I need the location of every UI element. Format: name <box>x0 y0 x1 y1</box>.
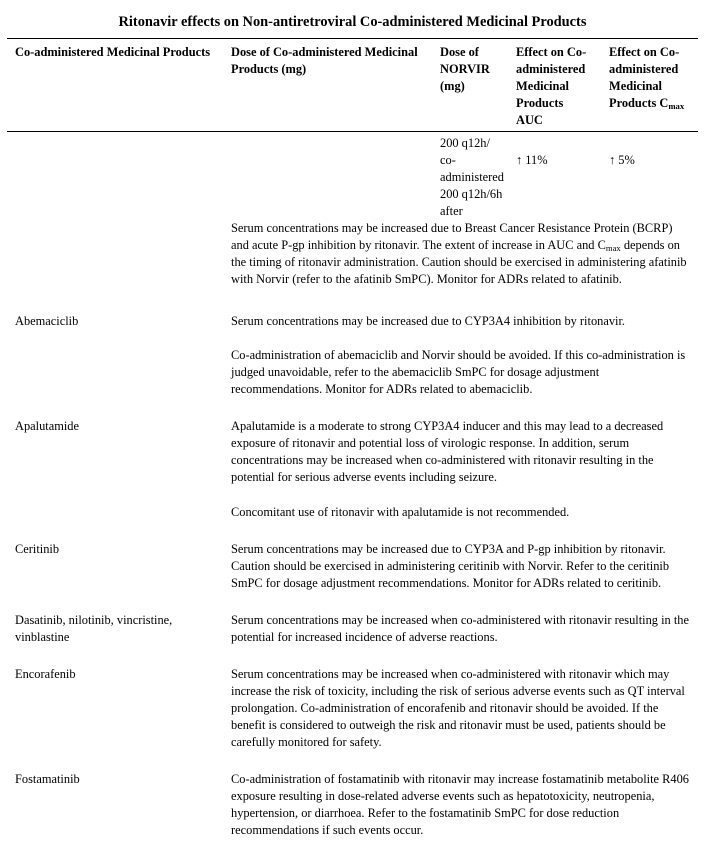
header-dose-product: Dose of Co-administered Medicinal Products (mg) <box>231 45 418 76</box>
drug-name-ceritinib: Ceritinib <box>15 542 60 556</box>
header-dose-norvir-line: Dose of <box>440 45 479 59</box>
encorafenib-effect: Serum concentrations may be increased when co-administered with ritonavir which may increase the risk of toxicity, including the risk of serious adverse events such as QT interval prolongation. Co-administration of encorafenib and ritonavir should be avoided. If the benefit is considered to outweigh the risk and ritonavir must be used, patients should be carefully monitored for safety. <box>231 667 685 749</box>
header-rule <box>7 131 698 132</box>
afatinib-note-text: depends on the timing of ritonavir administration. Caution should be exercised in administering afatinib with Norvir (refer to the afatinib SmPC). Monitor for ADRs related to afatinib. <box>231 238 687 286</box>
afatinib-note <box>231 220 691 288</box>
header-cmax-text: Products C <box>609 96 669 110</box>
afatinib-dose-line: administered <box>440 170 504 184</box>
afatinib-dose-line: co- <box>440 153 456 167</box>
drug-name-encorafenib: Encorafenib <box>15 667 76 681</box>
drug-name-dasatinib: Dasatinib, nilotinib, vincristine, vinblastine <box>15 613 173 644</box>
afatinib-dose <box>440 135 512 220</box>
abemaciclib-effect: Serum concentrations may be increased due to CYP3A4 inhibition by ritonavir. <box>231 314 626 328</box>
header-cmax <box>609 44 701 112</box>
header-auc-line: Effect on Co- <box>516 45 587 59</box>
drug-name-fostamatinib: Fostamatinib <box>15 772 80 786</box>
header-auc-line: Products <box>516 96 564 110</box>
apalutamide-effect: Apalutamide is a moderate to strong CYP3A4 inducer and this may lead to a decreased exposure of ritonavir and potential loss of virologic response. In addition, serum concentrations may be increased when co-administered with ritonavir resulting in the potential for serious adverse events including seizure. <box>231 419 664 484</box>
ceritinib-effect: Serum concentrations may be increased due to CYP3A and P-gp inhibition by ritonavir. Caution should be exercised in administering ceritinib with Norvir. Refer to the ceritinib SmPC for dosage adjustment recommendations. Monitor for ADRs related to ceritinib. <box>231 542 670 590</box>
header-cmax-subscript: max <box>668 101 685 111</box>
header-dose-norvir-line: NORVIR <box>440 62 490 76</box>
afatinib-auc-effect: ↑ 11% <box>516 153 548 167</box>
header-auc-line: AUC <box>516 113 543 127</box>
header-auc-line: administered <box>516 62 586 76</box>
afatinib-note-text: Serum concentrations may be increased due to Breast Cancer Resistance Protein (BCRP) and acute P-gp inhibition by ritonavir. The extent of increase in AUC and C <box>231 221 673 252</box>
header-dose-norvir-line: (mg) <box>440 79 465 93</box>
afatinib-note-subscript: max <box>605 243 621 253</box>
afatinib-dose-line: 200 q12h/ <box>440 136 490 150</box>
header-cmax-line: Effect on Co- <box>609 45 680 59</box>
abemaciclib-recommendation: Co-administration of abemaciclib and Norvir should be avoided. If this co-administration is judged unavoidable, refer to the abemaciclib SmPC for dosage adjustment recommendations. Monitor for ADRs related to abemaciclib. <box>231 348 686 396</box>
title-rule <box>7 38 698 39</box>
header-dose-norvir <box>440 44 510 95</box>
header-cmax-line: administered <box>609 62 679 76</box>
header-cmax-line <box>609 95 701 112</box>
header-auc-line: Medicinal <box>516 79 569 93</box>
header-product: Co-administered Medicinal Products <box>15 45 211 59</box>
dasatinib-effect: Serum concentrations may be increased when co-administered with ritonavir resulting in the potential for increased incidence of adverse reactions. <box>231 613 689 644</box>
afatinib-dose-line: after <box>440 204 463 218</box>
afatinib-dose-line: 200 q12h/6h <box>440 187 503 201</box>
afatinib-cmax-effect: ↑ 5% <box>609 153 635 167</box>
header-cmax-line: Medicinal <box>609 79 662 93</box>
fostamatinib-effect: Co-administration of fostamatinib with ritonavir may increase fostamatinib metabolite R406 exposure resulting in dose-related adverse events such as hepatotoxicity, neutropenia, hypertension, or diarrhoea. Refer to the fostamatinib SmPC for dose reduction recommendations if such events occur. <box>231 772 690 837</box>
drug-name-apalutamide: Apalutamide <box>15 419 79 433</box>
table-title: Ritonavir effects on Non-antiretroviral Co-administered Medicinal Products <box>118 14 587 30</box>
header-auc <box>516 44 606 129</box>
apalutamide-recommendation: Concomitant use of ritonavir with apalutamide is not recommended. <box>231 505 570 519</box>
drug-name-abemaciclib: Abemaciclib <box>15 314 79 328</box>
